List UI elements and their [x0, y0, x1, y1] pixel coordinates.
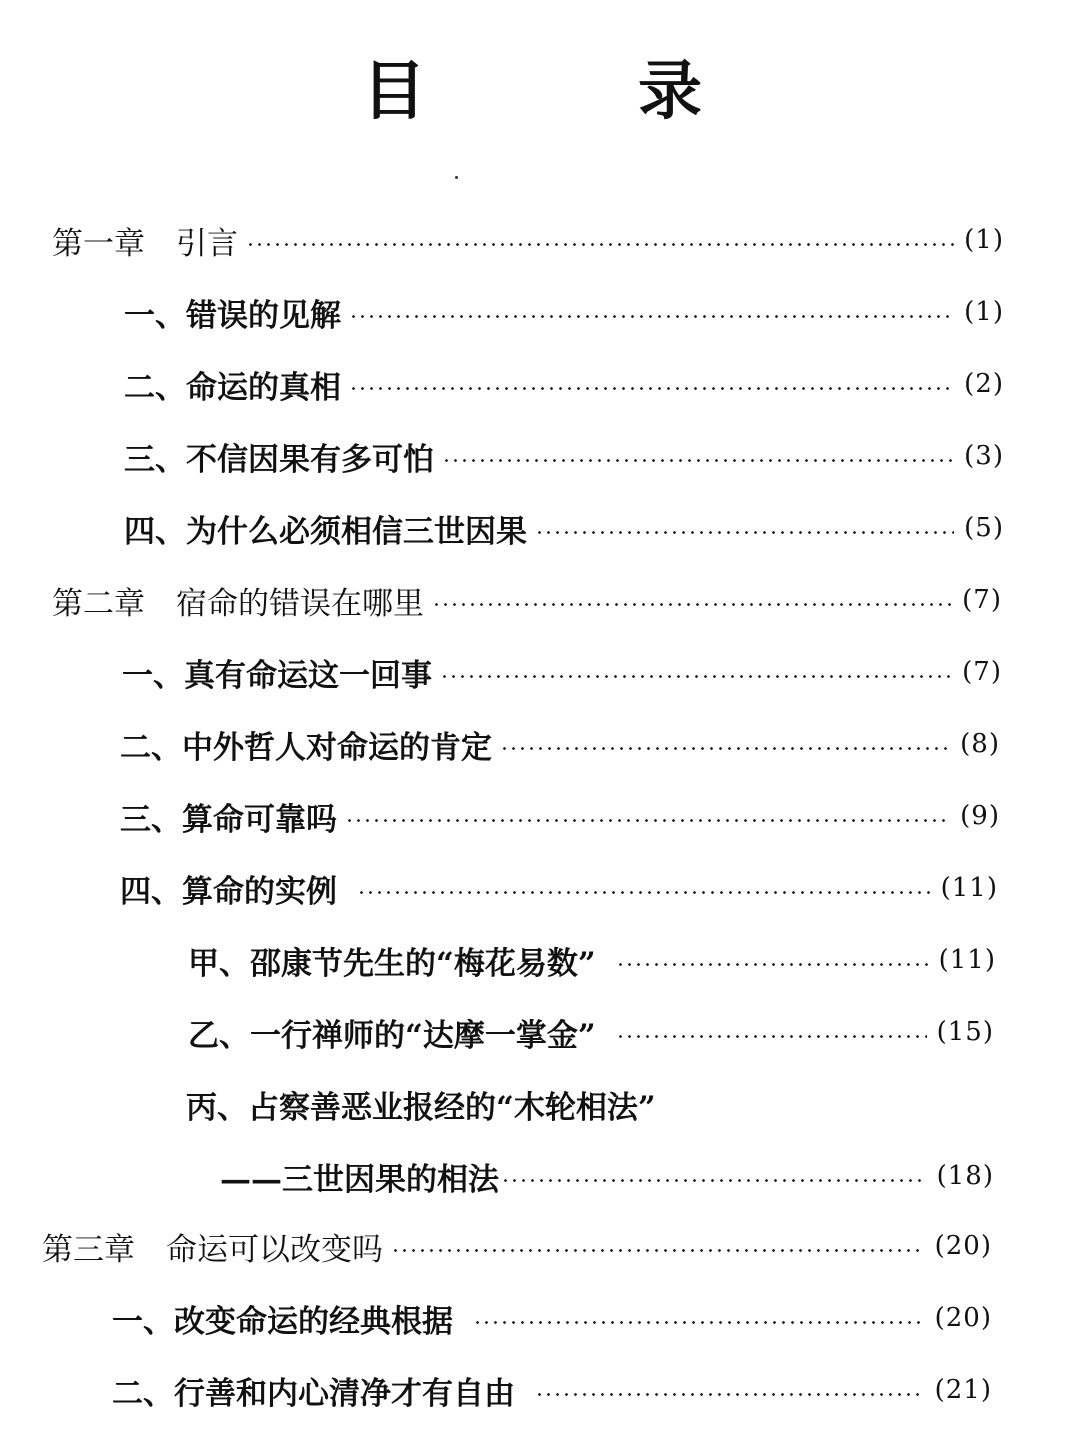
- toc-page-number: (1): [964, 297, 1004, 327]
- dot-leader: [440, 675, 952, 678]
- toc-entry[interactable]: [120, 720, 1000, 768]
- toc-entry-label: 三、不信因果有多可怕: [124, 441, 434, 478]
- dot-leader: [349, 387, 954, 390]
- toc-entry-chapter-1[interactable]: [52, 216, 1004, 264]
- toc-entry-label: 甲、邵康节先生的“梅花易数”: [188, 945, 596, 982]
- toc-entry-label: 第二章 宿命的错误在哪里: [52, 585, 424, 622]
- dot-leader: [432, 603, 952, 606]
- toc-entry[interactable]: [112, 1366, 992, 1414]
- toc-entry[interactable]: [124, 288, 1004, 336]
- toc-page-number: (7): [962, 657, 1002, 687]
- toc-entry[interactable]: [220, 1152, 994, 1200]
- toc-page-number: (9): [960, 801, 1000, 831]
- toc-entry[interactable]: [188, 936, 996, 984]
- toc-entry[interactable]: [120, 792, 1000, 840]
- dot-leader: [473, 1321, 925, 1324]
- toc-entry[interactable]: [124, 504, 1004, 552]
- dot-leader: [616, 963, 929, 966]
- toc-entry-label: 四、为什么必须相信三世因果: [124, 513, 527, 550]
- toc-entry-label: 一、错误的见解: [124, 297, 341, 334]
- toc-page-number: (3): [964, 441, 1004, 471]
- toc-entry[interactable]: [186, 1080, 994, 1128]
- toc-page-number: (8): [960, 729, 1000, 759]
- toc-entry-label: 二、行善和内心清净才有自由: [112, 1375, 515, 1412]
- toc-entry-label: 丙、占察善恶业报经的“木轮相法”: [186, 1089, 656, 1126]
- page-title: [0, 52, 1080, 132]
- toc-entry-label: ——三世因果的相法: [220, 1161, 499, 1198]
- print-speck: [455, 176, 458, 179]
- dot-leader: [501, 1179, 927, 1182]
- toc-entry[interactable]: [188, 1008, 994, 1056]
- toc-entry-label: 第三章 命运可以改变吗: [42, 1231, 383, 1268]
- toc-entry-label: 三、算命可靠吗: [120, 801, 337, 838]
- toc-page-number: (11): [938, 945, 996, 975]
- dot-leader: [442, 459, 954, 462]
- toc-entry[interactable]: [112, 1294, 992, 1342]
- dot-leader: [500, 747, 950, 750]
- toc-page-number: (7): [962, 585, 1002, 615]
- toc-page-number: (15): [936, 1017, 994, 1047]
- toc-entry[interactable]: [124, 432, 1004, 480]
- dot-leader: [616, 1035, 927, 1038]
- dot-leader: [357, 891, 931, 894]
- toc-entry-label: 第一章 引言: [52, 225, 238, 262]
- toc-page-number: (5): [964, 513, 1004, 543]
- toc-entry-chapter-3[interactable]: [42, 1222, 992, 1270]
- toc-entry-label: 二、中外哲人对命运的肯定: [120, 729, 492, 766]
- dot-leader: [391, 1249, 925, 1252]
- toc-page-number: (20): [934, 1303, 992, 1333]
- toc-page-number: (20): [934, 1231, 992, 1261]
- toc-page-number: (1): [964, 225, 1004, 255]
- toc-entry[interactable]: [122, 648, 1002, 696]
- toc-entry-label: 四、算命的实例: [120, 873, 337, 910]
- toc-entry[interactable]: [120, 864, 998, 912]
- dot-leader: [349, 315, 954, 318]
- toc-page-number: (21): [934, 1375, 992, 1405]
- toc-entry-label: 乙、一行禅师的“达摩一掌金”: [188, 1017, 596, 1054]
- title-char-2: 录: [638, 54, 702, 129]
- toc-entry[interactable]: [124, 360, 1004, 408]
- dot-leader: [535, 531, 954, 534]
- toc-entry-label: 二、命运的真相: [124, 369, 341, 406]
- title-char-1: 目: [362, 54, 426, 129]
- toc-entry-label: 一、改变命运的经典根据: [112, 1303, 453, 1340]
- dot-leader: [535, 1393, 925, 1396]
- dot-leader: [345, 819, 950, 822]
- dot-leader: [246, 243, 954, 246]
- toc-entry-chapter-2[interactable]: [52, 576, 1002, 624]
- toc-page-number: (2): [964, 369, 1004, 399]
- toc-page-number: (11): [940, 873, 998, 903]
- toc-entry-label: 一、真有命运这一回事: [122, 657, 432, 694]
- toc-page-number: (18): [936, 1161, 994, 1191]
